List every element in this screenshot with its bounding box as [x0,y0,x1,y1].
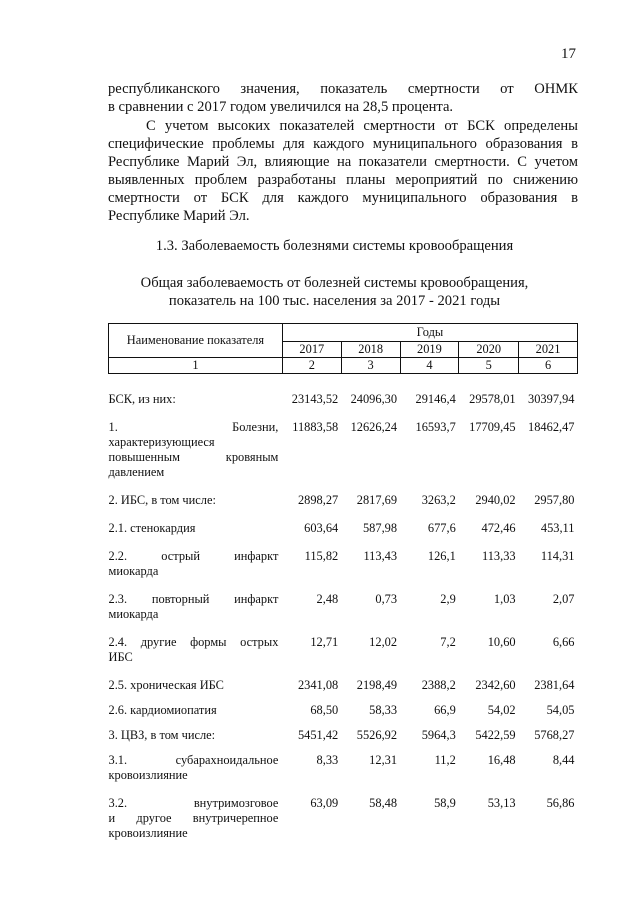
cell-value-2019: 11,2 [434,753,456,767]
cell-value-2019: 677,6 [427,521,456,535]
cell-value-2018: 2817,69 [356,493,398,507]
cell-value-2020: 54,02 [487,703,516,717]
table-row [109,718,578,743]
row-name-line: 2.6. кардиомиопатия [108,703,217,717]
table-title [0,274,639,310]
cell-value-2017: 5451,42 [297,728,339,742]
row-name [109,579,283,622]
row-name-line: 1. Болезни, [108,420,279,434]
cell-value-2019: 16593,7 [415,420,456,434]
cell-value-2017: 8,33 [316,753,339,767]
cell-value-2017: 11883,58 [292,420,339,434]
row-name [109,384,283,407]
cell-value-2021: 8,44 [552,753,575,767]
table-row [109,508,578,536]
cell-value-2020: 1,03 [493,592,516,606]
table-row [109,480,578,508]
cell-value-2018: 24096,30 [350,392,398,406]
cell-value-2017: 68,50 [310,703,339,717]
row-name-line: БСК, из них: [108,392,176,406]
row-name-line: 2.5. хроническая ИБС [108,678,224,692]
table-row [109,783,578,841]
row-name-line: 2.4. другие формы острых [108,635,279,649]
column-number: 1 [109,358,283,374]
cell-value-2021: 6,66 [552,635,575,649]
row-name-line: 2.3. повторный инфаркт [108,592,279,606]
section-title: 1.3. Заболеваемость болезнями системы кровообращения [155,238,514,254]
row-name-line: повышенным кровяным [108,450,279,464]
row-name-line: ИБС [108,650,133,664]
row-name [109,718,283,743]
cell-value-2021: 56,86 [546,796,575,810]
cell-value-2018: 0,73 [375,592,398,606]
cell-value-2018: 2198,49 [356,678,398,692]
header-year: 2017 [282,342,341,358]
cell-value-2017: 603,64 [304,521,339,535]
paragraph-line: республиканского значения, показатель смертности от ОНМК [108,81,578,97]
table-row [109,665,578,693]
cell-value-2021: 18462,47 [528,420,575,434]
row-name-line: 3.2. внутримозговое [108,796,279,810]
cell-value-2018: 12,31 [369,753,398,767]
cell-value-2020: 10,60 [487,635,516,649]
cell-value-2019: 2388,2 [421,678,456,692]
cell-value-2019: 29146,4 [415,392,456,406]
row-name-line: 2. ИБС, в том числе: [108,493,216,507]
cell-value-2019: 2,9 [440,592,456,606]
cell-value-2019: 66,9 [434,703,456,717]
row-name-line: кровоизлияние [108,768,188,782]
cell-value-2021: 54,05 [546,703,575,717]
paragraph-bsk-problems: С учетом высоких показателей смертности от БСК определены специфические проблемы для каждого муниципального образования в Республике Марий Эл, влияющие на показатели смертности. С учетом выявленных проблем разработаны планы мероприятий по снижению смертности от БСК для каждого муниципального образования в Республике Марий Эл. [108,118,578,224]
paragraph-mortality-onmk [108,80,578,116]
header-years: Годы [282,324,577,342]
row-name [109,536,283,579]
header-year: 2021 [519,342,578,358]
cell-value-2018: 5526,92 [356,728,398,742]
cell-value-2017: 2898,27 [297,493,339,507]
table-row [109,384,578,407]
row-name-line: 3.1. субарахноидальное [108,753,279,767]
row-name-line: кровоизлияние [108,826,188,840]
cell-value-2018: 58,48 [369,796,398,810]
row-name [109,622,283,665]
cell-value-2021: 114,31 [540,549,575,563]
row-name-line: давлением [108,465,165,479]
row-name-line: 2.1. стенокардия [108,521,196,535]
row-name-line: 2.2. острый инфаркт [108,549,279,563]
cell-value-2020: 2940,02 [475,493,516,507]
table-title-line: показатель на 100 тыс. населения за 2017 - 2021 годы [168,293,501,309]
cell-value-2019: 3263,2 [421,493,456,507]
cell-value-2021: 30397,94 [528,392,575,406]
morbidity-table [108,323,578,841]
cell-value-2017: 2341,08 [297,678,339,692]
cell-value-2019: 126,1 [427,549,456,563]
cell-value-2020: 29578,01 [469,392,516,406]
row-name [109,508,283,536]
row-name [109,783,283,841]
cell-value-2017: 63,09 [310,796,339,810]
row-name-line: и другое внутричерепное [108,811,279,825]
row-name [109,480,283,508]
cell-value-2018: 12,02 [369,635,398,649]
row-name-line: миокарда [108,607,159,621]
cell-value-2020: 472,46 [481,521,516,535]
page-number: 17 [561,46,576,62]
column-number: 4 [400,358,459,374]
row-name [109,665,283,693]
cell-value-2020: 5422,59 [475,728,516,742]
header-name: Наименование показателя [109,324,283,358]
cell-value-2020: 53,13 [487,796,516,810]
paragraph-line: в сравнении с 2017 годом увеличился на 28,5 процента. [108,99,454,115]
row-name-line: миокарда [108,564,159,578]
cell-value-2018: 58,33 [369,703,398,717]
header-year: 2018 [341,342,400,358]
row-name-line: 3. ЦВЗ, в том числе: [108,728,216,742]
cell-value-2018: 12626,24 [350,420,398,434]
cell-value-2018: 113,43 [363,549,398,563]
cell-value-2019: 58,9 [434,796,456,810]
table-row [109,743,578,783]
header-year: 2020 [459,342,519,358]
column-number: 2 [282,358,341,374]
table-title-line: Общая заболеваемость от болезней системы кровообращения, [140,275,529,291]
table-row [109,622,578,665]
header-year: 2019 [400,342,459,358]
cell-value-2020: 113,33 [481,549,516,563]
row-name [109,743,283,783]
cell-value-2019: 7,2 [440,635,456,649]
row-name [109,407,283,480]
cell-value-2018: 587,98 [362,521,398,535]
table-row [109,407,578,480]
cell-value-2020: 17709,45 [469,420,516,434]
cell-value-2021: 453,11 [540,521,575,535]
table-row [109,693,578,718]
table-row [109,579,578,622]
cell-value-2017: 2,48 [316,592,339,606]
column-number: 3 [341,358,400,374]
cell-value-2021: 2381,64 [534,678,575,692]
cell-value-2021: 5768,27 [534,728,575,742]
row-name [109,693,283,718]
cell-value-2020: 16,48 [487,753,516,767]
table-row [109,536,578,579]
cell-value-2021: 2957,80 [534,493,575,507]
cell-value-2017: 115,82 [304,549,339,563]
cell-value-2020: 2342,60 [475,678,516,692]
cell-value-2017: 23143,52 [291,392,339,406]
row-name-line: характеризующиеся [108,435,215,449]
column-number: 6 [519,358,578,374]
cell-value-2021: 2,07 [552,592,575,606]
cell-value-2017: 12,71 [310,635,339,649]
column-number: 5 [459,358,519,374]
cell-value-2019: 5964,3 [421,728,456,742]
